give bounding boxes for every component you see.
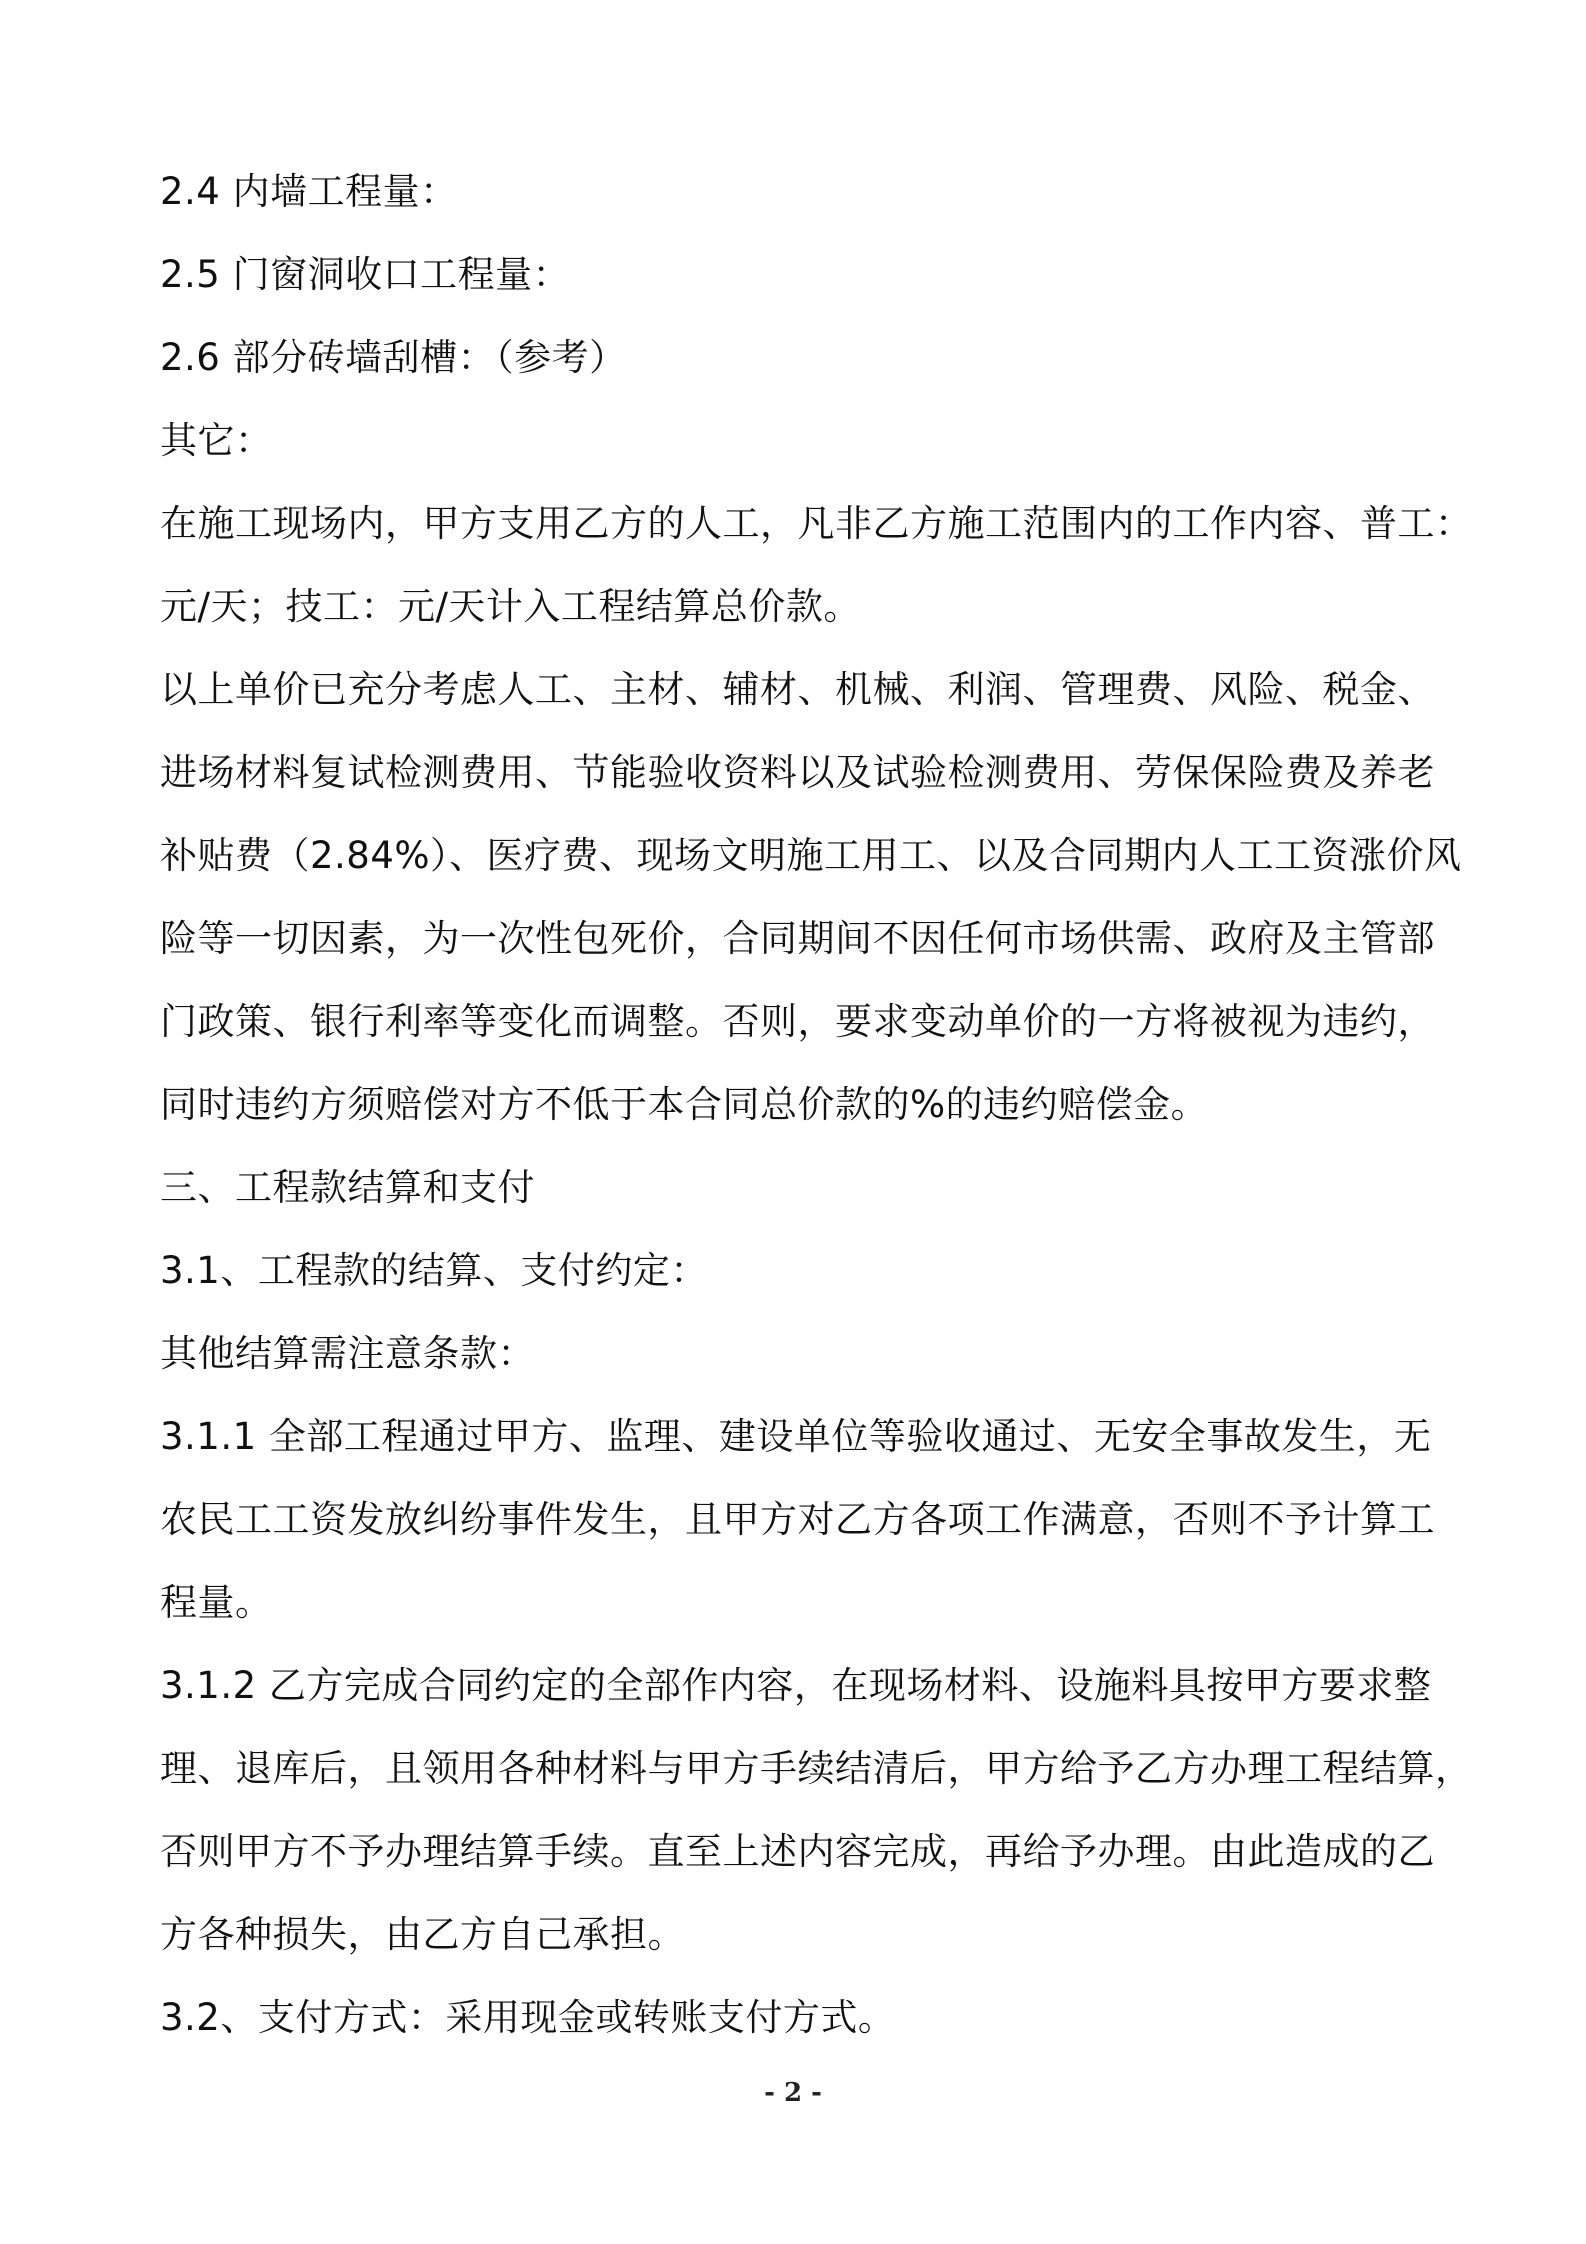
clause-3-1-2: 3.1.2 乙方完成合同约定的全部作内容，在现场材料、设施料具按甲方要求整: [160, 1664, 1432, 1707]
page-number: - 2 -: [764, 2078, 822, 2108]
clause-3-2: 3.2、支付方式：采用现金或转账支付方式。: [160, 1996, 896, 2039]
section-3-heading: 三、工程款结算和支付: [160, 1166, 535, 1209]
clause-3-1-1: 3.1.1 全部工程通过甲方、监理、建设单位等验收通过、无安全事故发生，无: [160, 1415, 1432, 1458]
clause-2-5: 2.5 门窗洞收口工程量：: [160, 253, 571, 296]
other-settlement-heading: 其他结算需注意条款：: [160, 1332, 535, 1375]
text-line: 补贴费（2.84%）、医疗费、现场文明施工用工、以及合同期内人工工资涨价风: [160, 834, 1462, 877]
text-line: 理、退库后，且领用各种材料与甲方手续结清后，甲方给予乙方办理工程结算，: [160, 1747, 1473, 1790]
text-line: 同时违约方须赔偿对方不低于本合同总价款的%的违约赔偿金。: [160, 1083, 1209, 1126]
text-line: 元/天；技工：元/天计入工程结算总价款。: [160, 585, 861, 628]
text-line: 农民工工资发放纠纷事件发生，且甲方对乙方各项工作满意，否则不予计算工: [160, 1498, 1435, 1541]
clause-3-1: 3.1、工程款的结算、支付约定：: [160, 1249, 708, 1292]
text-line: 方各种损失，由乙方自己承担。: [160, 1913, 685, 1956]
text-line: 否则甲方不予办理结算手续。直至上述内容完成，再给予办理。由此造成的乙: [160, 1830, 1435, 1873]
other-heading: 其它：: [160, 419, 273, 462]
text-line: 门政策、银行利率等变化而调整。否则，要求变动单价的一方将被视为违约，: [160, 1000, 1435, 1043]
clause-2-4: 2.4 内墙工程量：: [160, 170, 458, 213]
text-line: 以上单价已充分考虑人工、主材、辅材、机械、利润、管理费、风险、税金、: [160, 668, 1435, 711]
text-line: 在施工现场内，甲方支用乙方的人工，凡非乙方施工范围内的工作内容、普工：: [160, 502, 1473, 545]
document-body: [160, 150, 1473, 2059]
clause-2-6: 2.6 部分砖墙刮槽：（参考）: [160, 336, 627, 379]
text-line: 程量。: [160, 1581, 273, 1624]
text-line: 进场材料复试检测费用、节能验收资料以及试验检测费用、劳保保险费及养老: [160, 751, 1435, 794]
text-line: 险等一切因素，为一次性包死价，合同期间不因任何市场供需、政府及主管部: [160, 917, 1435, 960]
